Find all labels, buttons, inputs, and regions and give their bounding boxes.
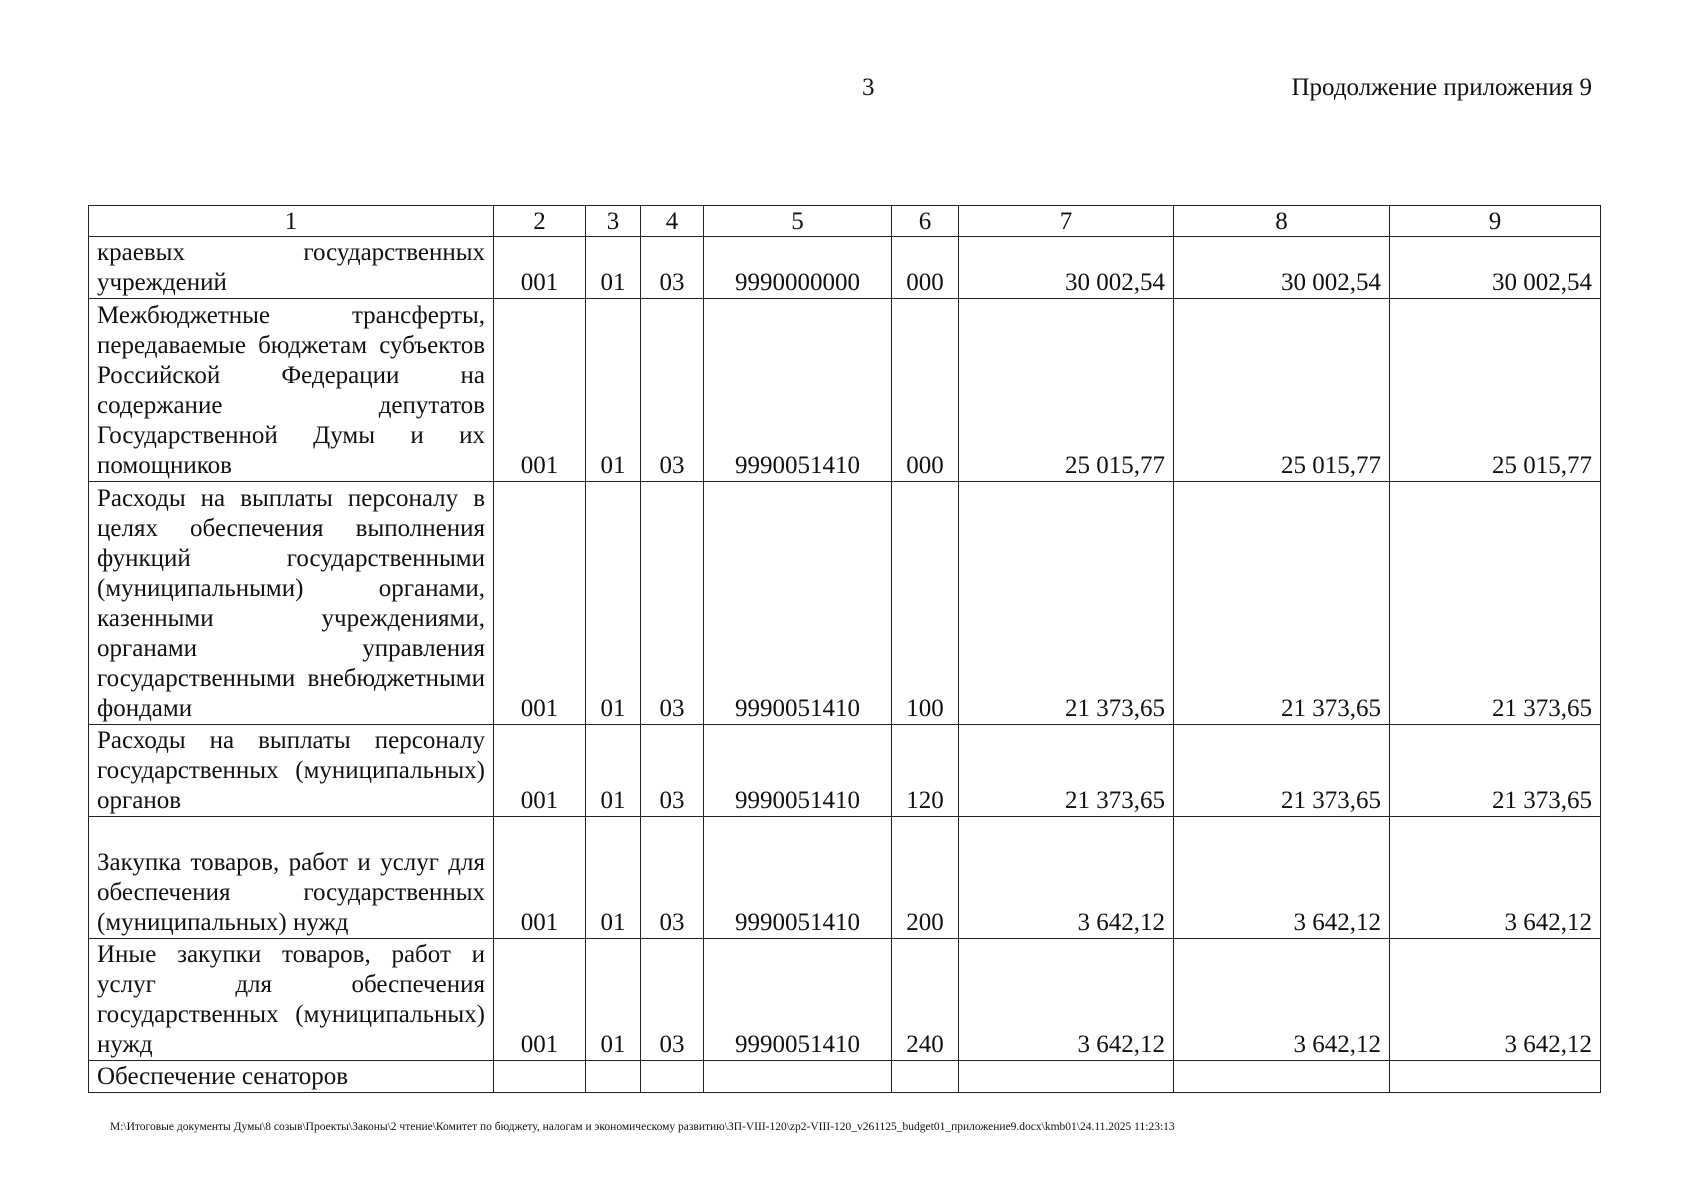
table-header-row <box>89 206 1601 237</box>
amount-cell: 21 373,65 <box>1390 725 1601 817</box>
subsection-code-cell: 03 <box>641 482 704 725</box>
expense-name-cell: Расходы на выплаты персоналу государственных (муниципальных) органов <box>89 725 494 817</box>
ministry-code-cell: 001 <box>494 482 586 725</box>
table-row <box>89 482 1601 725</box>
expense-type-cell: 100 <box>892 482 959 725</box>
column-header: 7 <box>959 206 1174 237</box>
section-code-cell: 01 <box>586 817 641 939</box>
column-header: 6 <box>892 206 959 237</box>
ministry-code-cell <box>494 1061 586 1093</box>
expense-type-cell: 200 <box>892 817 959 939</box>
amount-cell: 21 373,65 <box>1390 482 1601 725</box>
expense-type-cell <box>892 1061 959 1093</box>
subsection-code-cell: 03 <box>641 299 704 482</box>
target-article-cell: 9990000000 <box>704 237 892 299</box>
document-file-path: M:\Итоговые документы Думы\8 созыв\Проекты\Законы\2 чтение\Комитет по бюджету, налогам и экономическому развитию\ЗП-VIII-120\zp2-VIII-120_v261125_budget01_приложение9.docx\kmb01\24.11.2025 11:23:13 <box>110 1121 1175 1133</box>
ministry-code-cell: 001 <box>494 299 586 482</box>
amount-cell: 30 002,54 <box>1174 237 1390 299</box>
target-article-cell: 9990051410 <box>704 482 892 725</box>
target-article-cell: 9990051410 <box>704 939 892 1061</box>
amount-cell: 3 642,12 <box>1390 817 1601 939</box>
amount-cell: 21 373,65 <box>1174 725 1390 817</box>
amount-cell: 25 015,77 <box>1390 299 1601 482</box>
expense-type-cell: 000 <box>892 237 959 299</box>
column-header: 9 <box>1390 206 1601 237</box>
column-header: 4 <box>641 206 704 237</box>
ministry-code-cell: 001 <box>494 725 586 817</box>
amount-cell: 30 002,54 <box>959 237 1174 299</box>
amount-cell: 3 642,12 <box>1174 817 1390 939</box>
expense-type-cell: 120 <box>892 725 959 817</box>
budget-table <box>88 205 1601 1093</box>
table-row <box>89 299 1601 482</box>
column-header: 1 <box>89 206 494 237</box>
target-article-cell: 9990051410 <box>704 299 892 482</box>
section-code-cell: 01 <box>586 237 641 299</box>
amount-cell: 21 373,65 <box>1174 482 1390 725</box>
appendix-continuation-title: Продолжение приложения 9 <box>1291 74 1592 101</box>
table-row <box>89 817 1601 939</box>
expense-type-cell: 240 <box>892 939 959 1061</box>
section-code-cell: 01 <box>586 725 641 817</box>
column-header: 3 <box>586 206 641 237</box>
amount-cell: 21 373,65 <box>959 725 1174 817</box>
target-article-cell: 9990051410 <box>704 725 892 817</box>
subsection-code-cell: 03 <box>641 725 704 817</box>
table-row <box>89 725 1601 817</box>
column-header: 5 <box>704 206 892 237</box>
column-header: 2 <box>494 206 586 237</box>
ministry-code-cell: 001 <box>494 817 586 939</box>
expense-name-cell: Обеспечение сенаторов <box>89 1061 494 1093</box>
subsection-code-cell: 03 <box>641 817 704 939</box>
amount-cell: 3 642,12 <box>1390 939 1601 1061</box>
expense-name-cell: Межбюджетные трансферты, передаваемые бюджетам субъектов Российской Федерации на содержание депутатов Государственной Думы и их помощников <box>89 299 494 482</box>
section-code-cell: 01 <box>586 939 641 1061</box>
expense-name-cell: Закупка товаров, работ и услуг для обеспечения государственных (муниципальных) нужд <box>89 817 494 939</box>
amount-cell: 3 642,12 <box>959 817 1174 939</box>
ministry-code-cell: 001 <box>494 237 586 299</box>
expense-name-cell: Иные закупки товаров, работ и услуг для обеспечения государственных (муниципальных) нужд <box>89 939 494 1061</box>
amount-cell: 30 002,54 <box>1390 237 1601 299</box>
table-row <box>89 237 1601 299</box>
section-code-cell <box>586 1061 641 1093</box>
ministry-code-cell: 001 <box>494 939 586 1061</box>
amount-cell: 3 642,12 <box>1174 939 1390 1061</box>
target-article-cell <box>704 1061 892 1093</box>
expense-name-cell: краевых государственных учреждений <box>89 237 494 299</box>
amount-cell: 25 015,77 <box>959 299 1174 482</box>
target-article-cell: 9990051410 <box>704 817 892 939</box>
table-row <box>89 1061 1601 1093</box>
section-code-cell: 01 <box>586 299 641 482</box>
amount-cell: 25 015,77 <box>1174 299 1390 482</box>
subsection-code-cell <box>641 1061 704 1093</box>
page-number: 3 <box>862 74 875 101</box>
subsection-code-cell: 03 <box>641 939 704 1061</box>
amount-cell <box>1174 1061 1390 1093</box>
column-header: 8 <box>1174 206 1390 237</box>
amount-cell: 21 373,65 <box>959 482 1174 725</box>
section-code-cell: 01 <box>586 482 641 725</box>
subsection-code-cell: 03 <box>641 237 704 299</box>
amount-cell: 3 642,12 <box>959 939 1174 1061</box>
amount-cell <box>959 1061 1174 1093</box>
expense-type-cell: 000 <box>892 299 959 482</box>
amount-cell <box>1390 1061 1601 1093</box>
expense-name-cell: Расходы на выплаты персоналу в целях обеспечения выполнения функций государственными (муниципальными) органами, казенными учреждениями, органами управления государственными внебюджетными фондами <box>89 482 494 725</box>
table-row <box>89 939 1601 1061</box>
